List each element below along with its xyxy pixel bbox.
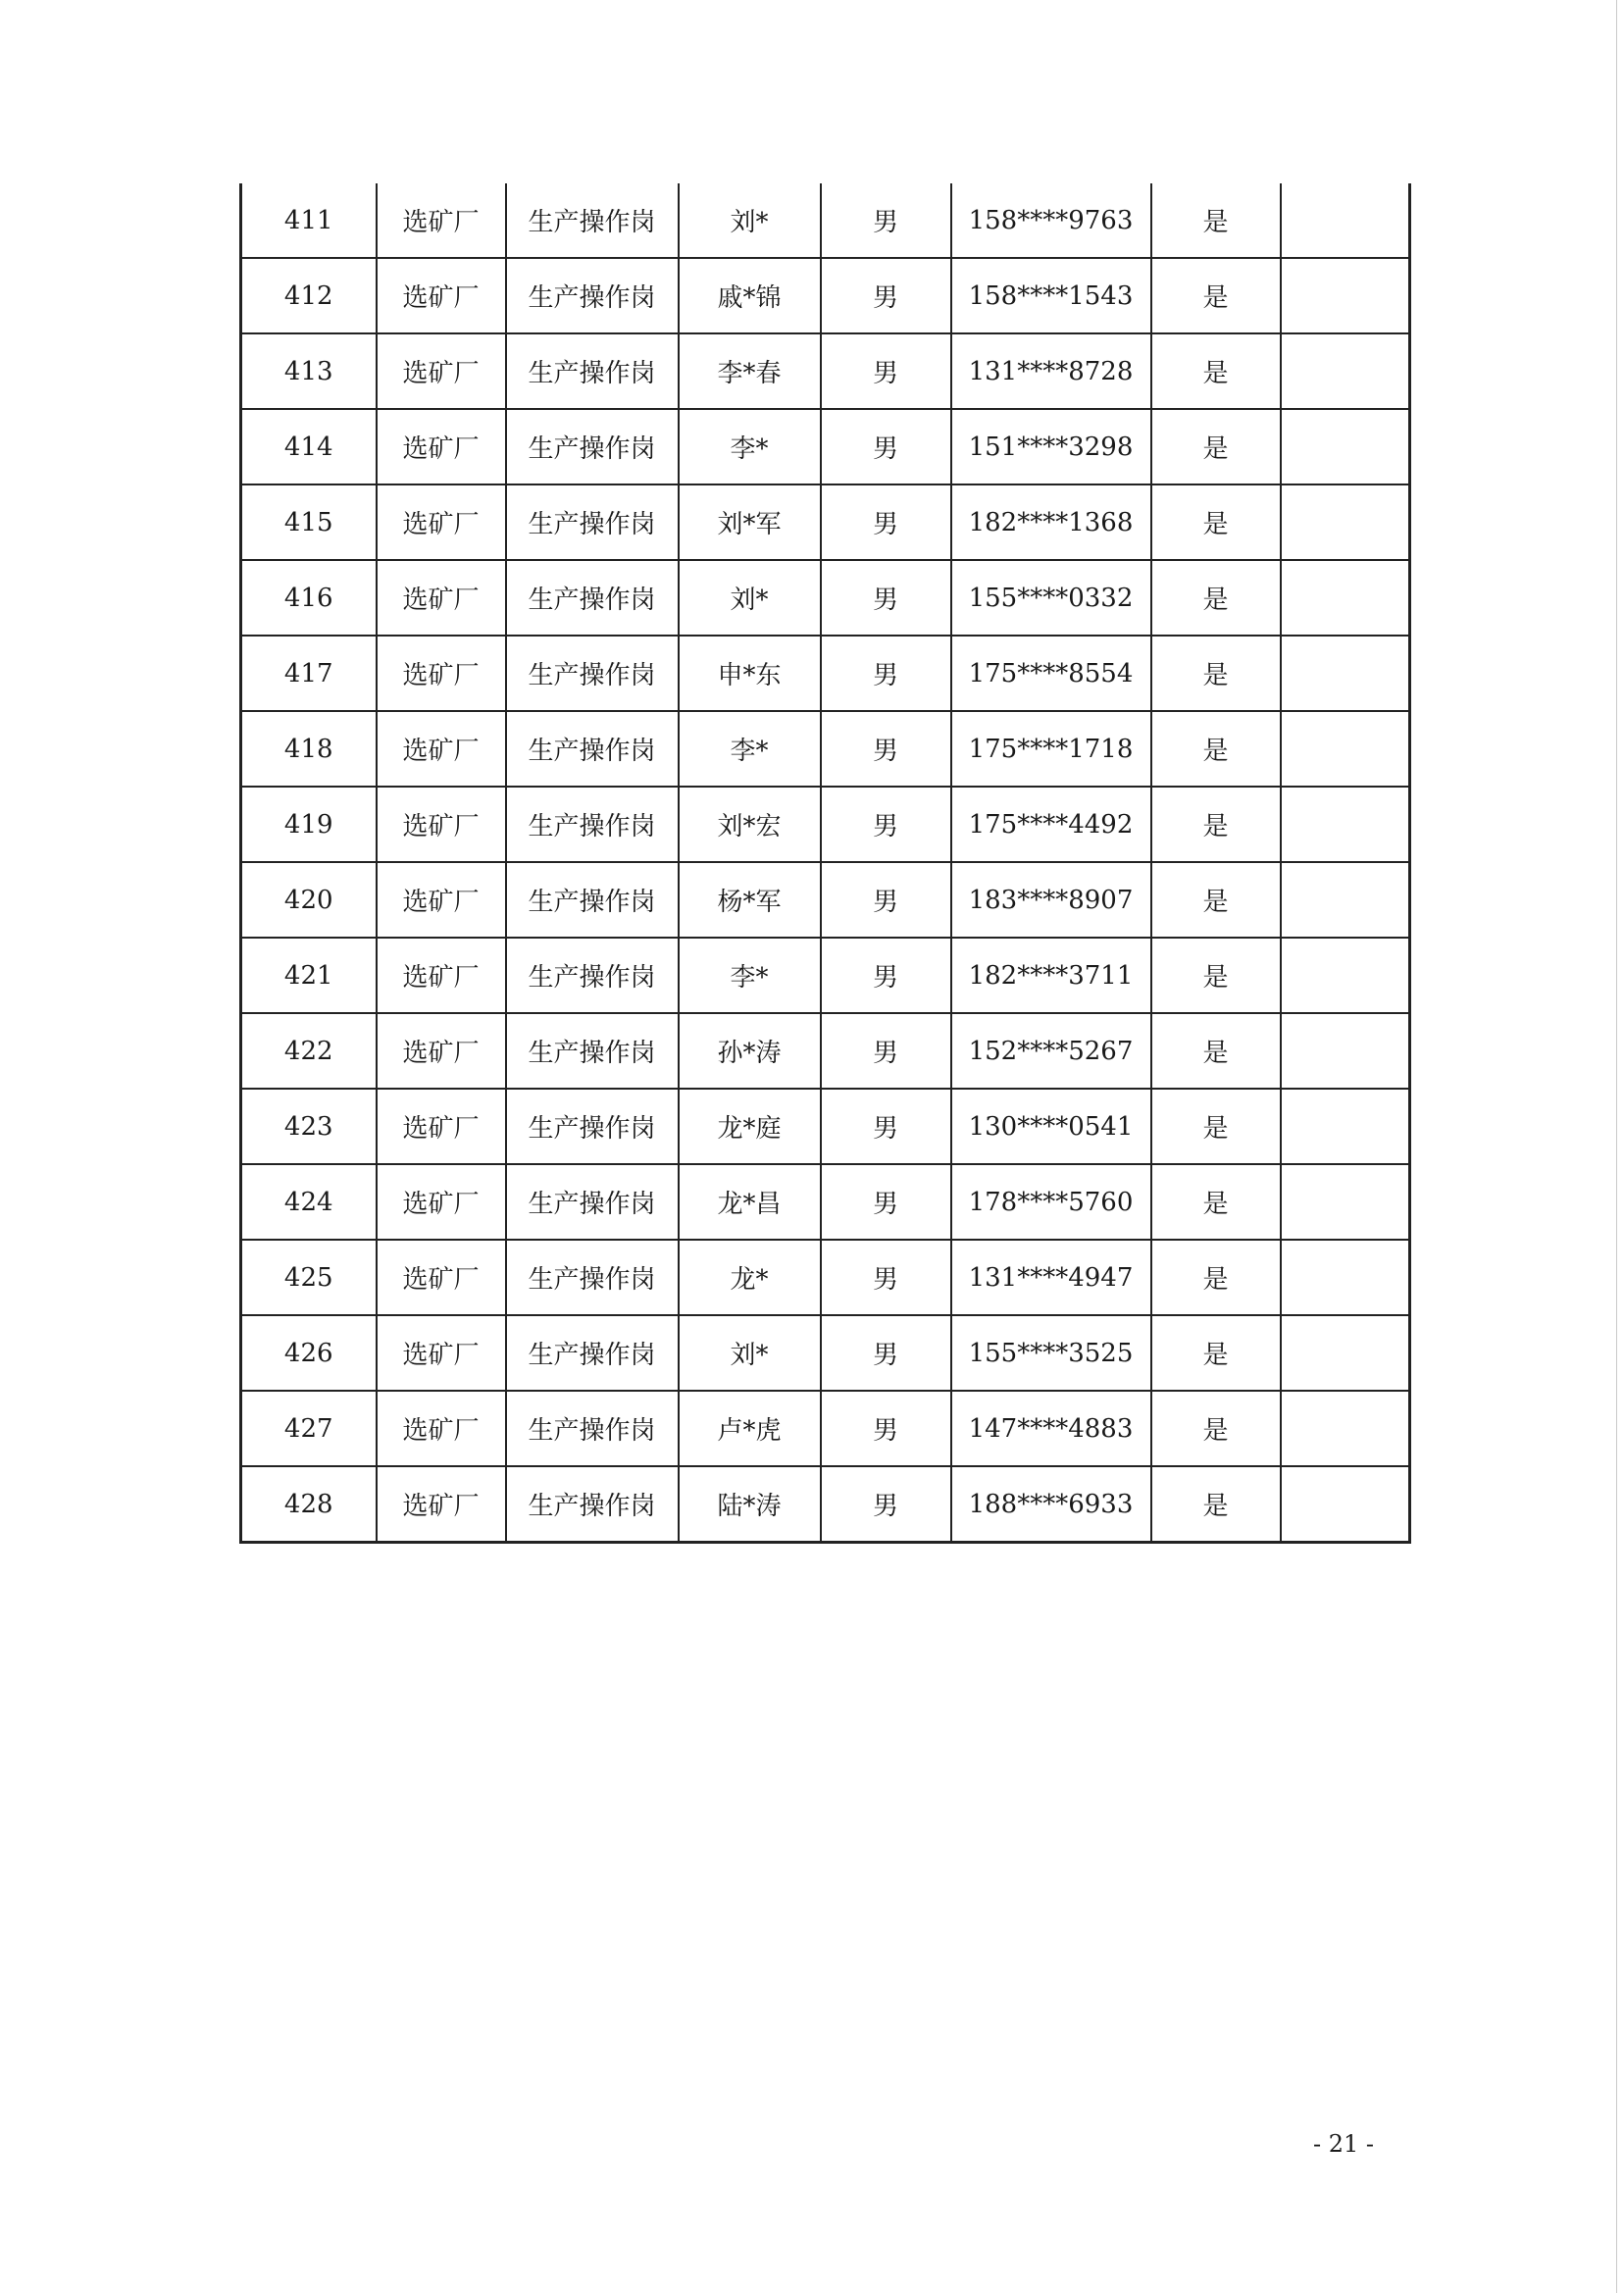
cell-unit: 选矿厂: [377, 1013, 506, 1089]
cell-name: 刘*军: [679, 484, 821, 560]
cell-unit: 选矿厂: [377, 560, 506, 636]
cell-no: 425: [241, 1240, 377, 1315]
cell-flag: 是: [1151, 938, 1281, 1013]
cell-post: 生产操作岗: [506, 787, 679, 862]
cell-note: [1281, 560, 1410, 636]
cell-flag: 是: [1151, 183, 1281, 258]
cell-note: [1281, 1240, 1410, 1315]
cell-name: 孙*涛: [679, 1013, 821, 1089]
cell-sex: 男: [821, 1013, 951, 1089]
cell-post: 生产操作岗: [506, 1466, 679, 1543]
cell-note: [1281, 1391, 1410, 1466]
cell-no: 415: [241, 484, 377, 560]
cell-phone: 183****8907: [951, 862, 1151, 938]
cell-flag: 是: [1151, 1164, 1281, 1240]
table-row: [241, 636, 1410, 711]
cell-note: [1281, 1315, 1410, 1391]
cell-unit: 选矿厂: [377, 183, 506, 258]
cell-flag: 是: [1151, 560, 1281, 636]
cell-note: [1281, 258, 1410, 333]
cell-sex: 男: [821, 1466, 951, 1543]
cell-flag: 是: [1151, 1466, 1281, 1543]
cell-note: [1281, 636, 1410, 711]
cell-note: [1281, 711, 1410, 787]
table-row: [241, 1315, 1410, 1391]
cell-phone: 130****0541: [951, 1089, 1151, 1164]
cell-phone: 175****4492: [951, 787, 1151, 862]
roster-body: [241, 183, 1410, 1543]
cell-unit: 选矿厂: [377, 1164, 506, 1240]
table-row: [241, 409, 1410, 484]
cell-no: 418: [241, 711, 377, 787]
cell-note: [1281, 938, 1410, 1013]
cell-sex: 男: [821, 711, 951, 787]
cell-sex: 男: [821, 258, 951, 333]
cell-sex: 男: [821, 938, 951, 1013]
cell-name: 龙*昌: [679, 1164, 821, 1240]
cell-unit: 选矿厂: [377, 258, 506, 333]
cell-phone: 182****3711: [951, 938, 1151, 1013]
cell-flag: 是: [1151, 1089, 1281, 1164]
cell-note: [1281, 183, 1410, 258]
cell-post: 生产操作岗: [506, 484, 679, 560]
cell-post: 生产操作岗: [506, 1315, 679, 1391]
cell-phone: 188****6933: [951, 1466, 1151, 1543]
cell-flag: 是: [1151, 787, 1281, 862]
cell-name: 杨*军: [679, 862, 821, 938]
cell-no: 428: [241, 1466, 377, 1543]
cell-no: 427: [241, 1391, 377, 1466]
cell-unit: 选矿厂: [377, 711, 506, 787]
table-row: [241, 1240, 1410, 1315]
table-row: [241, 938, 1410, 1013]
cell-flag: 是: [1151, 333, 1281, 409]
cell-flag: 是: [1151, 258, 1281, 333]
cell-name: 刘*宏: [679, 787, 821, 862]
cell-post: 生产操作岗: [506, 409, 679, 484]
cell-phone: 131****4947: [951, 1240, 1151, 1315]
cell-flag: 是: [1151, 1315, 1281, 1391]
cell-no: 412: [241, 258, 377, 333]
cell-name: 李*: [679, 711, 821, 787]
cell-post: 生产操作岗: [506, 1164, 679, 1240]
cell-note: [1281, 484, 1410, 560]
cell-note: [1281, 1164, 1410, 1240]
cell-post: 生产操作岗: [506, 183, 679, 258]
cell-name: 李*: [679, 409, 821, 484]
cell-post: 生产操作岗: [506, 1240, 679, 1315]
cell-sex: 男: [821, 183, 951, 258]
table-row: [241, 787, 1410, 862]
cell-sex: 男: [821, 560, 951, 636]
cell-flag: 是: [1151, 1240, 1281, 1315]
cell-post: 生产操作岗: [506, 258, 679, 333]
cell-flag: 是: [1151, 484, 1281, 560]
cell-name: 刘*: [679, 560, 821, 636]
cell-unit: 选矿厂: [377, 862, 506, 938]
table-row: [241, 862, 1410, 938]
cell-flag: 是: [1151, 1391, 1281, 1466]
cell-sex: 男: [821, 484, 951, 560]
cell-phone: 178****5760: [951, 1164, 1151, 1240]
page-number: - 21 -: [1312, 2130, 1374, 2158]
cell-name: 陆*涛: [679, 1466, 821, 1543]
cell-name: 戚*锦: [679, 258, 821, 333]
cell-post: 生产操作岗: [506, 862, 679, 938]
cell-no: 420: [241, 862, 377, 938]
cell-sex: 男: [821, 1164, 951, 1240]
scan-edge: [1616, 0, 1617, 2293]
cell-no: 419: [241, 787, 377, 862]
cell-sex: 男: [821, 1240, 951, 1315]
cell-no: 411: [241, 183, 377, 258]
table-row: [241, 1391, 1410, 1466]
cell-sex: 男: [821, 1315, 951, 1391]
table-row: [241, 1466, 1410, 1543]
cell-name: 李*春: [679, 333, 821, 409]
cell-post: 生产操作岗: [506, 1089, 679, 1164]
cell-phone: 182****1368: [951, 484, 1151, 560]
cell-unit: 选矿厂: [377, 409, 506, 484]
table-row: [241, 1089, 1410, 1164]
cell-no: 426: [241, 1315, 377, 1391]
cell-post: 生产操作岗: [506, 711, 679, 787]
cell-flag: 是: [1151, 711, 1281, 787]
cell-sex: 男: [821, 1089, 951, 1164]
cell-name: 李*: [679, 938, 821, 1013]
cell-no: 417: [241, 636, 377, 711]
cell-unit: 选矿厂: [377, 787, 506, 862]
cell-sex: 男: [821, 409, 951, 484]
cell-unit: 选矿厂: [377, 484, 506, 560]
cell-flag: 是: [1151, 409, 1281, 484]
cell-phone: 158****9763: [951, 183, 1151, 258]
cell-unit: 选矿厂: [377, 1240, 506, 1315]
table-row: [241, 1164, 1410, 1240]
table-row: [241, 258, 1410, 333]
cell-no: 416: [241, 560, 377, 636]
cell-flag: 是: [1151, 1013, 1281, 1089]
cell-phone: 158****1543: [951, 258, 1151, 333]
cell-no: 422: [241, 1013, 377, 1089]
cell-name: 申*东: [679, 636, 821, 711]
cell-phone: 155****3525: [951, 1315, 1151, 1391]
table-row: [241, 183, 1410, 258]
cell-unit: 选矿厂: [377, 636, 506, 711]
cell-post: 生产操作岗: [506, 636, 679, 711]
cell-no: 413: [241, 333, 377, 409]
cell-phone: 151****3298: [951, 409, 1151, 484]
cell-post: 生产操作岗: [506, 1391, 679, 1466]
cell-no: 414: [241, 409, 377, 484]
cell-unit: 选矿厂: [377, 1315, 506, 1391]
cell-sex: 男: [821, 862, 951, 938]
table-row: [241, 484, 1410, 560]
cell-flag: 是: [1151, 862, 1281, 938]
roster-table: [239, 183, 1411, 1544]
cell-name: 刘*: [679, 183, 821, 258]
cell-unit: 选矿厂: [377, 1089, 506, 1164]
cell-note: [1281, 333, 1410, 409]
cell-unit: 选矿厂: [377, 1391, 506, 1466]
cell-phone: 175****1718: [951, 711, 1151, 787]
cell-post: 生产操作岗: [506, 1013, 679, 1089]
table-row: [241, 711, 1410, 787]
cell-phone: 147****4883: [951, 1391, 1151, 1466]
cell-unit: 选矿厂: [377, 333, 506, 409]
cell-unit: 选矿厂: [377, 1466, 506, 1543]
cell-phone: 152****5267: [951, 1013, 1151, 1089]
cell-sex: 男: [821, 636, 951, 711]
cell-note: [1281, 409, 1410, 484]
table-row: [241, 560, 1410, 636]
cell-note: [1281, 787, 1410, 862]
cell-sex: 男: [821, 333, 951, 409]
cell-name: 刘*: [679, 1315, 821, 1391]
cell-unit: 选矿厂: [377, 938, 506, 1013]
cell-no: 424: [241, 1164, 377, 1240]
cell-no: 423: [241, 1089, 377, 1164]
cell-post: 生产操作岗: [506, 938, 679, 1013]
cell-name: 龙*庭: [679, 1089, 821, 1164]
cell-phone: 155****0332: [951, 560, 1151, 636]
cell-post: 生产操作岗: [506, 560, 679, 636]
table-row: [241, 333, 1410, 409]
cell-no: 421: [241, 938, 377, 1013]
cell-phone: 175****8554: [951, 636, 1151, 711]
cell-note: [1281, 862, 1410, 938]
cell-flag: 是: [1151, 636, 1281, 711]
cell-name: 龙*: [679, 1240, 821, 1315]
table-row: [241, 1013, 1410, 1089]
cell-phone: 131****8728: [951, 333, 1151, 409]
cell-post: 生产操作岗: [506, 333, 679, 409]
cell-note: [1281, 1466, 1410, 1543]
cell-note: [1281, 1013, 1410, 1089]
cell-sex: 男: [821, 1391, 951, 1466]
cell-sex: 男: [821, 787, 951, 862]
cell-name: 卢*虎: [679, 1391, 821, 1466]
cell-note: [1281, 1089, 1410, 1164]
